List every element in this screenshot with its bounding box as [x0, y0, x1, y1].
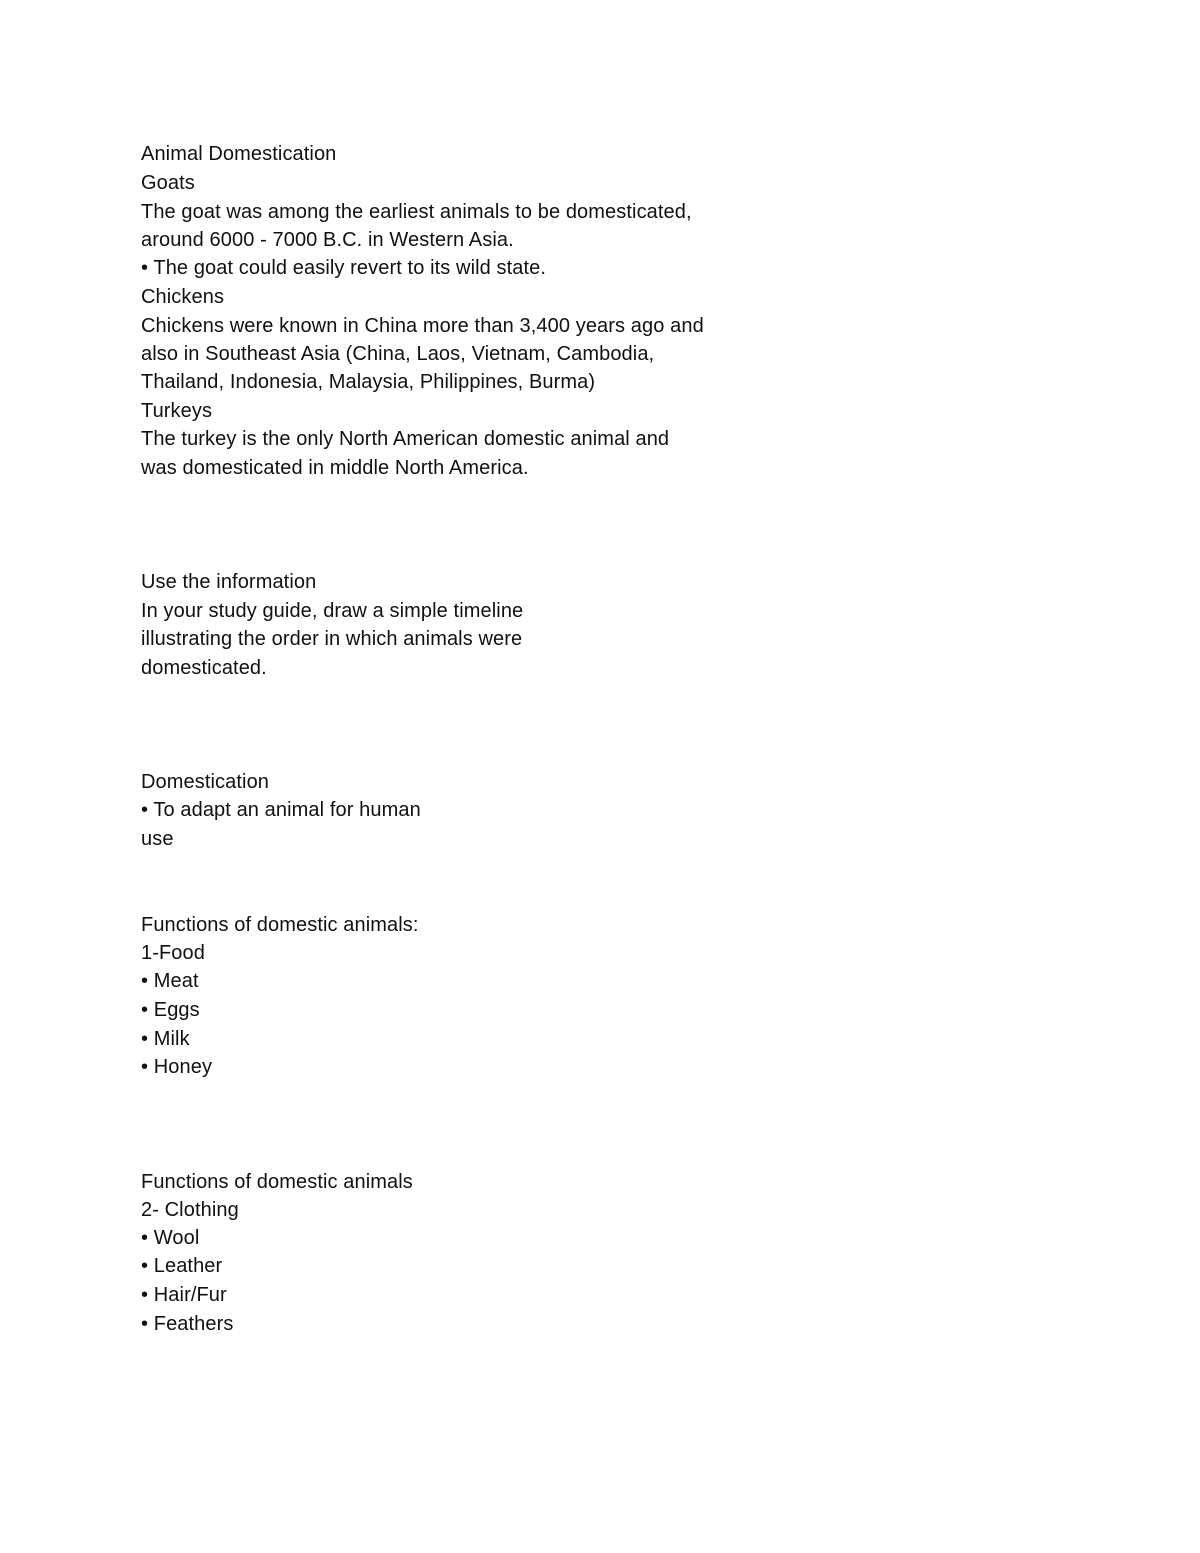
bullet-item: • Feathers — [141, 1313, 234, 1335]
bullet-item: • Leather — [141, 1255, 223, 1277]
bullet-item: • Hair/Fur — [141, 1284, 227, 1306]
heading-use-the-information: Use the information — [141, 571, 317, 593]
heading-goats: Goats — [141, 172, 195, 194]
bullet-item: • To adapt an animal for human — [141, 799, 421, 821]
text-line: The goat was among the earliest animals to be domesticated, — [141, 201, 692, 223]
text-line: Chickens were known in China more than 3,400 years ago and — [141, 315, 704, 337]
text-line: also in Southeast Asia (China, Laos, Vietnam, Cambodia, — [141, 343, 655, 365]
bullet-item: • Eggs — [141, 999, 200, 1021]
title-animal-domestication: Animal Domestication — [141, 143, 337, 165]
heading-functions-food: Functions of domestic animals: — [141, 914, 419, 936]
bullet-item: • Honey — [141, 1056, 213, 1078]
text-line: In your study guide, draw a simple timeline — [141, 600, 524, 622]
subheading-food: 1-Food — [141, 942, 205, 964]
bullet-item: • Milk — [141, 1028, 190, 1050]
heading-functions-clothing: Functions of domestic animals — [141, 1171, 413, 1193]
text-line: was domesticated in middle North America. — [141, 457, 529, 479]
text-line: around 6000 - 7000 B.C. in Western Asia. — [141, 229, 514, 251]
bullet-item: • The goat could easily revert to its wild state. — [141, 257, 547, 279]
text-line: domesticated. — [141, 657, 267, 679]
bullet-item: • Wool — [141, 1227, 200, 1249]
heading-domestication: Domestication — [141, 771, 270, 793]
subheading-clothing: 2- Clothing — [141, 1199, 239, 1221]
text-line: Thailand, Indonesia, Malaysia, Philippines, Burma) — [141, 371, 596, 393]
bullet-item: • Meat — [141, 970, 199, 992]
text-line: use — [141, 828, 174, 850]
text-line: The turkey is the only North American domestic animal and — [141, 428, 670, 450]
heading-turkeys: Turkeys — [141, 400, 213, 422]
heading-chickens: Chickens — [141, 286, 225, 308]
text-line: illustrating the order in which animals were — [141, 628, 523, 650]
